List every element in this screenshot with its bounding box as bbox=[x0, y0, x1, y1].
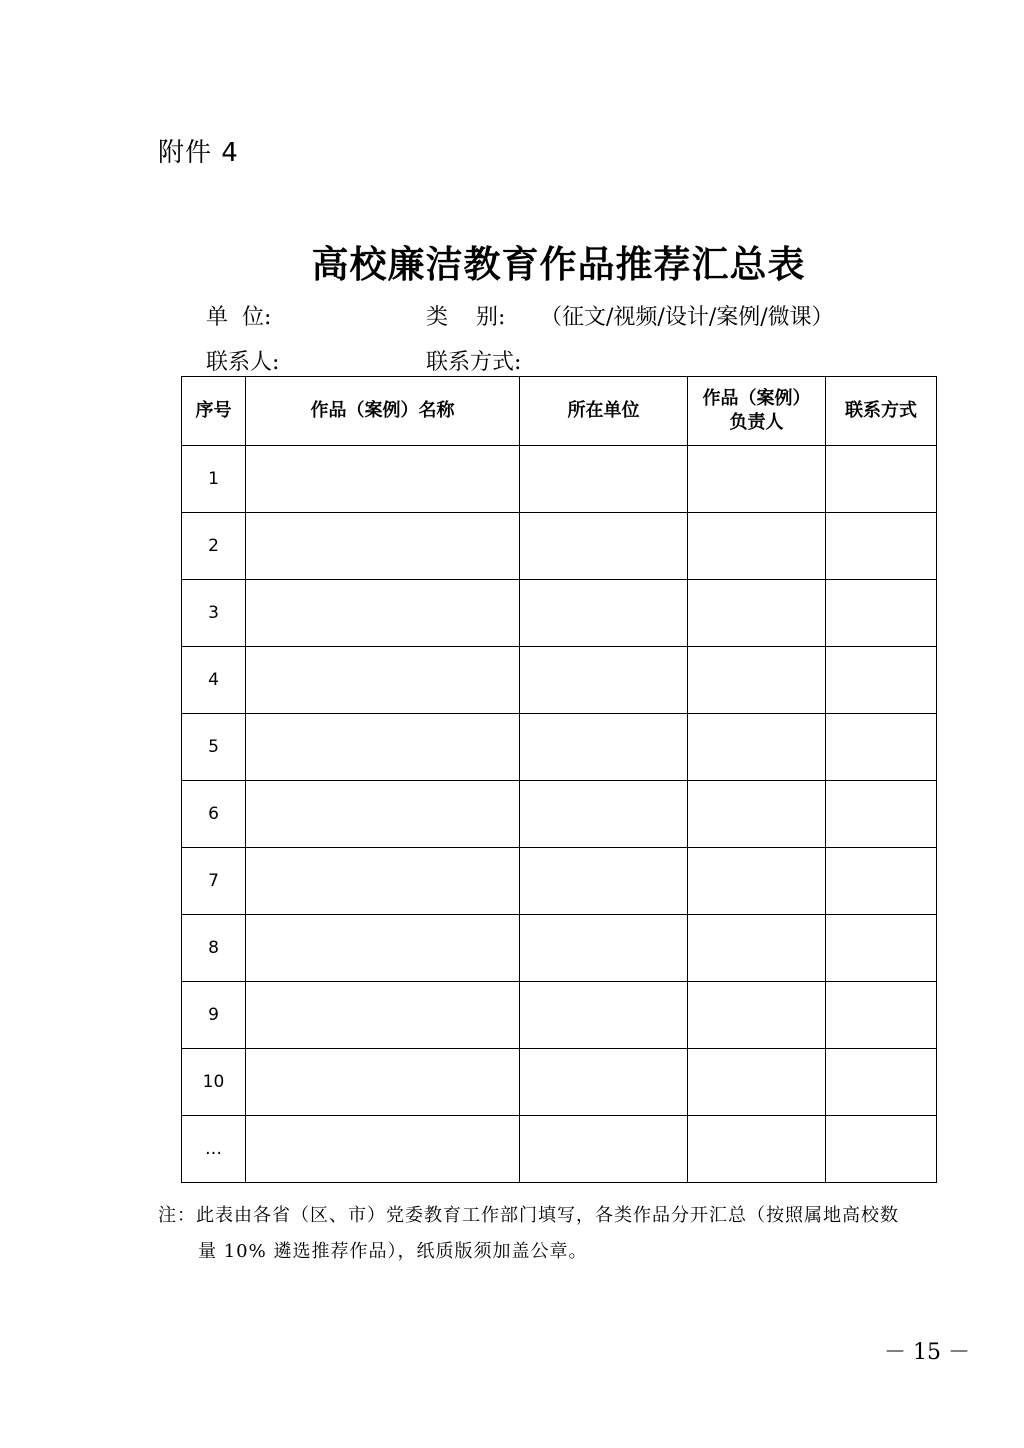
summary-table bbox=[181, 376, 937, 1183]
table-row bbox=[182, 446, 937, 513]
contact-cell[interactable] bbox=[826, 446, 937, 513]
header-person-in-charge: 作品（案例） 负责人 bbox=[688, 377, 826, 446]
table-row bbox=[182, 647, 937, 714]
contact-cell[interactable] bbox=[826, 1049, 937, 1116]
seq-cell: 4 bbox=[182, 647, 246, 714]
work-name-cell[interactable] bbox=[246, 781, 520, 848]
seq-cell: 3 bbox=[182, 580, 246, 647]
unit-cell[interactable] bbox=[520, 714, 688, 781]
contact-cell[interactable] bbox=[826, 781, 937, 848]
person-in-charge-cell[interactable] bbox=[688, 580, 826, 647]
header-unit: 所在单位 bbox=[520, 377, 688, 446]
person-in-charge-cell[interactable] bbox=[688, 781, 826, 848]
unit-cell[interactable] bbox=[520, 446, 688, 513]
table-row bbox=[182, 1116, 937, 1183]
seq-cell: 10 bbox=[182, 1049, 246, 1116]
unit-cell[interactable] bbox=[520, 848, 688, 915]
person-in-charge-cell[interactable] bbox=[688, 647, 826, 714]
seq-cell: 8 bbox=[182, 915, 246, 982]
contact-cell[interactable] bbox=[826, 1116, 937, 1183]
category-options: （征文/视频/设计/案例/微课） bbox=[540, 305, 834, 330]
table-row bbox=[182, 848, 937, 915]
seq-cell: 5 bbox=[182, 714, 246, 781]
table-row bbox=[182, 714, 937, 781]
category-label: 类 别: bbox=[426, 305, 506, 330]
person-in-charge-cell[interactable] bbox=[688, 848, 826, 915]
unit-cell[interactable] bbox=[520, 647, 688, 714]
document-title: 高校廉洁教育作品推荐汇总表 bbox=[311, 242, 806, 286]
work-name-cell[interactable] bbox=[246, 982, 520, 1049]
person-in-charge-cell[interactable] bbox=[688, 982, 826, 1049]
seq-cell: … bbox=[182, 1116, 246, 1183]
person-in-charge-cell[interactable] bbox=[688, 446, 826, 513]
contact-cell[interactable] bbox=[826, 848, 937, 915]
header-seq: 序号 bbox=[182, 377, 246, 446]
seq-cell: 1 bbox=[182, 446, 246, 513]
work-name-cell[interactable] bbox=[246, 647, 520, 714]
contact-cell[interactable] bbox=[826, 714, 937, 781]
work-name-cell[interactable] bbox=[246, 915, 520, 982]
seq-cell: 2 bbox=[182, 513, 246, 580]
table-row bbox=[182, 781, 937, 848]
contact-cell[interactable] bbox=[826, 647, 937, 714]
work-name-cell[interactable] bbox=[246, 714, 520, 781]
contact-cell[interactable] bbox=[826, 982, 937, 1049]
unit-cell[interactable] bbox=[520, 915, 688, 982]
person-in-charge-cell[interactable] bbox=[688, 714, 826, 781]
person-in-charge-cell[interactable] bbox=[688, 513, 826, 580]
work-name-cell[interactable] bbox=[246, 446, 520, 513]
table-body bbox=[182, 446, 937, 1183]
table-row bbox=[182, 580, 937, 647]
footnote-line-2: 量 10% 遴选推荐作品），纸质版须加盖公章。 bbox=[198, 1241, 588, 1262]
unit-label: 单 位: bbox=[206, 305, 272, 330]
attachment-label: 附件 4 bbox=[158, 138, 239, 168]
seq-cell: 7 bbox=[182, 848, 246, 915]
unit-cell[interactable] bbox=[520, 580, 688, 647]
table-row bbox=[182, 982, 937, 1049]
table-row bbox=[182, 915, 937, 982]
table-header-row bbox=[182, 377, 937, 446]
page-number: － 15 － bbox=[884, 1340, 970, 1365]
contact-cell[interactable] bbox=[826, 580, 937, 647]
contact-label: 联系人: bbox=[206, 350, 280, 375]
header-work-name: 作品（案例）名称 bbox=[246, 377, 520, 446]
contact-cell[interactable] bbox=[826, 513, 937, 580]
footnote-line-1: 注：此表由各省（区、市）党委教育工作部门填写，各类作品分开汇总（按照属地高校数 bbox=[158, 1205, 899, 1226]
seq-cell: 9 bbox=[182, 982, 246, 1049]
person-in-charge-cell[interactable] bbox=[688, 1049, 826, 1116]
unit-cell[interactable] bbox=[520, 1116, 688, 1183]
unit-cell[interactable] bbox=[520, 513, 688, 580]
work-name-cell[interactable] bbox=[246, 848, 520, 915]
work-name-cell[interactable] bbox=[246, 513, 520, 580]
unit-cell[interactable] bbox=[520, 982, 688, 1049]
work-name-cell[interactable] bbox=[246, 580, 520, 647]
table-row bbox=[182, 513, 937, 580]
work-name-cell[interactable] bbox=[246, 1116, 520, 1183]
contact-cell[interactable] bbox=[826, 915, 937, 982]
unit-cell[interactable] bbox=[520, 1049, 688, 1116]
work-name-cell[interactable] bbox=[246, 1049, 520, 1116]
person-in-charge-cell[interactable] bbox=[688, 915, 826, 982]
person-in-charge-cell[interactable] bbox=[688, 1116, 826, 1183]
seq-cell: 6 bbox=[182, 781, 246, 848]
table-row bbox=[182, 1049, 937, 1116]
footnote bbox=[158, 1198, 958, 1270]
contact-method-label: 联系方式: bbox=[426, 350, 522, 375]
unit-cell[interactable] bbox=[520, 781, 688, 848]
header-contact: 联系方式 bbox=[826, 377, 937, 446]
